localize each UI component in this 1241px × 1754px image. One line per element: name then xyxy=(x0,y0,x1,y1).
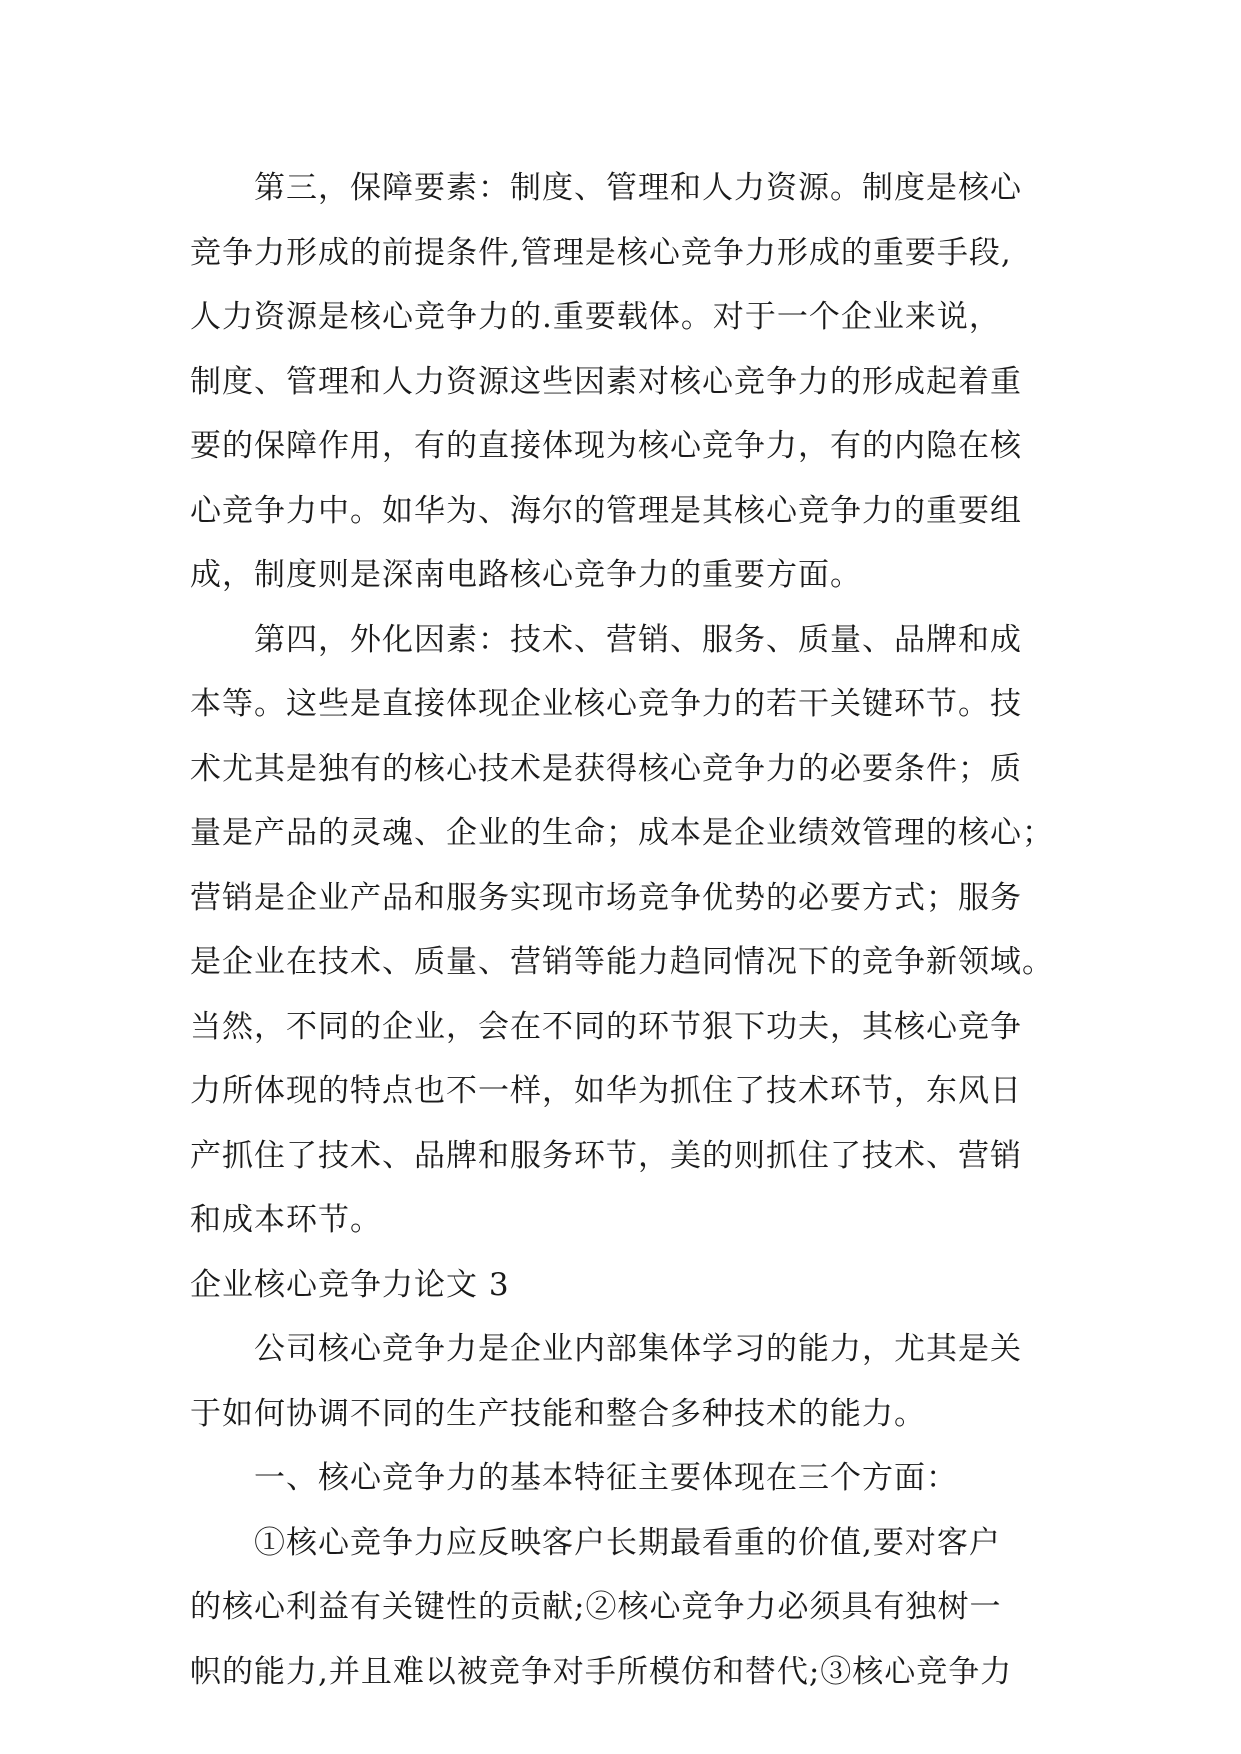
section-heading: 企业核心竞争力论文 3 xyxy=(190,1266,510,1303)
paragraph-line: 第三，保障要素：制度、管理和人力资源。制度是核心 xyxy=(254,170,1022,206)
paragraph-line: 心竞争力中。如华为、海尔的管理是其核心竞争力的重要组 xyxy=(190,492,1022,529)
paragraph-line: 公司核心竞争力是企业内部集体学习的能力，尤其是关 xyxy=(254,1331,1022,1367)
paragraph-line: 一、核心竞争力的基本特征主要体现在三个方面： xyxy=(254,1460,958,1496)
paragraph-line: 产抓住了技术、品牌和服务环节，美的则抓住了技术、营销 xyxy=(190,1137,1022,1174)
paragraph-line: 成，制度则是深南电路核心竞争力的重要方面。 xyxy=(190,557,862,593)
paragraph-line: ①核心竞争力应反映客户长期最看重的价值,要对客户 xyxy=(254,1524,1001,1561)
paragraph-line: 的核心利益有关键性的贡献;②核心竞争力必须具有独树一 xyxy=(190,1589,1002,1625)
paragraph-line: 人力资源是核心竞争力的.重要载体。对于一个企业来说， xyxy=(190,299,1001,335)
paragraph-line: 术尤其是独有的核心技术是获得核心竞争力的必要条件；质 xyxy=(190,750,1022,787)
paragraph-line: 竞争力形成的前提条件,管理是核心竞争力形成的重要手段, xyxy=(190,234,1012,271)
paragraph-line: 和成本环节。 xyxy=(190,1202,382,1238)
paragraph-line: 于如何协调不同的生产技能和整合多种技术的能力。 xyxy=(190,1395,926,1432)
paragraph-line: 本等。这些是直接体现企业核心竞争力的若干关键环节。技 xyxy=(190,686,1022,722)
paragraph-line: 帜的能力,并且难以被竞争对手所模仿和替代;③核心竞争力 xyxy=(190,1653,1013,1690)
paragraph-line: 是企业在技术、质量、营销等能力趋同情况下的竞争新领域。 xyxy=(190,944,1054,980)
paragraph-line: 营销是企业产品和服务实现市场竞争优势的必要方式；服务 xyxy=(190,879,1022,916)
paragraph-line: 量是产品的灵魂、企业的生命；成本是企业绩效管理的核心； xyxy=(190,815,1054,851)
paragraph-line: 力所体现的特点也不一样，如华为抓住了技术环节，东风日 xyxy=(190,1073,1022,1109)
paragraph-line: 第四，外化因素：技术、营销、服务、质量、品牌和成 xyxy=(254,621,1022,658)
paragraph-line: 要的保障作用，有的直接体现为核心竞争力，有的内隐在核 xyxy=(190,428,1022,464)
paragraph-line: 制度、管理和人力资源这些因素对核心竞争力的形成起着重 xyxy=(190,363,1022,400)
paragraph-line: 当然，不同的企业，会在不同的环节狠下功夫，其核心竞争 xyxy=(190,1008,1022,1045)
document-body xyxy=(190,156,1070,1704)
